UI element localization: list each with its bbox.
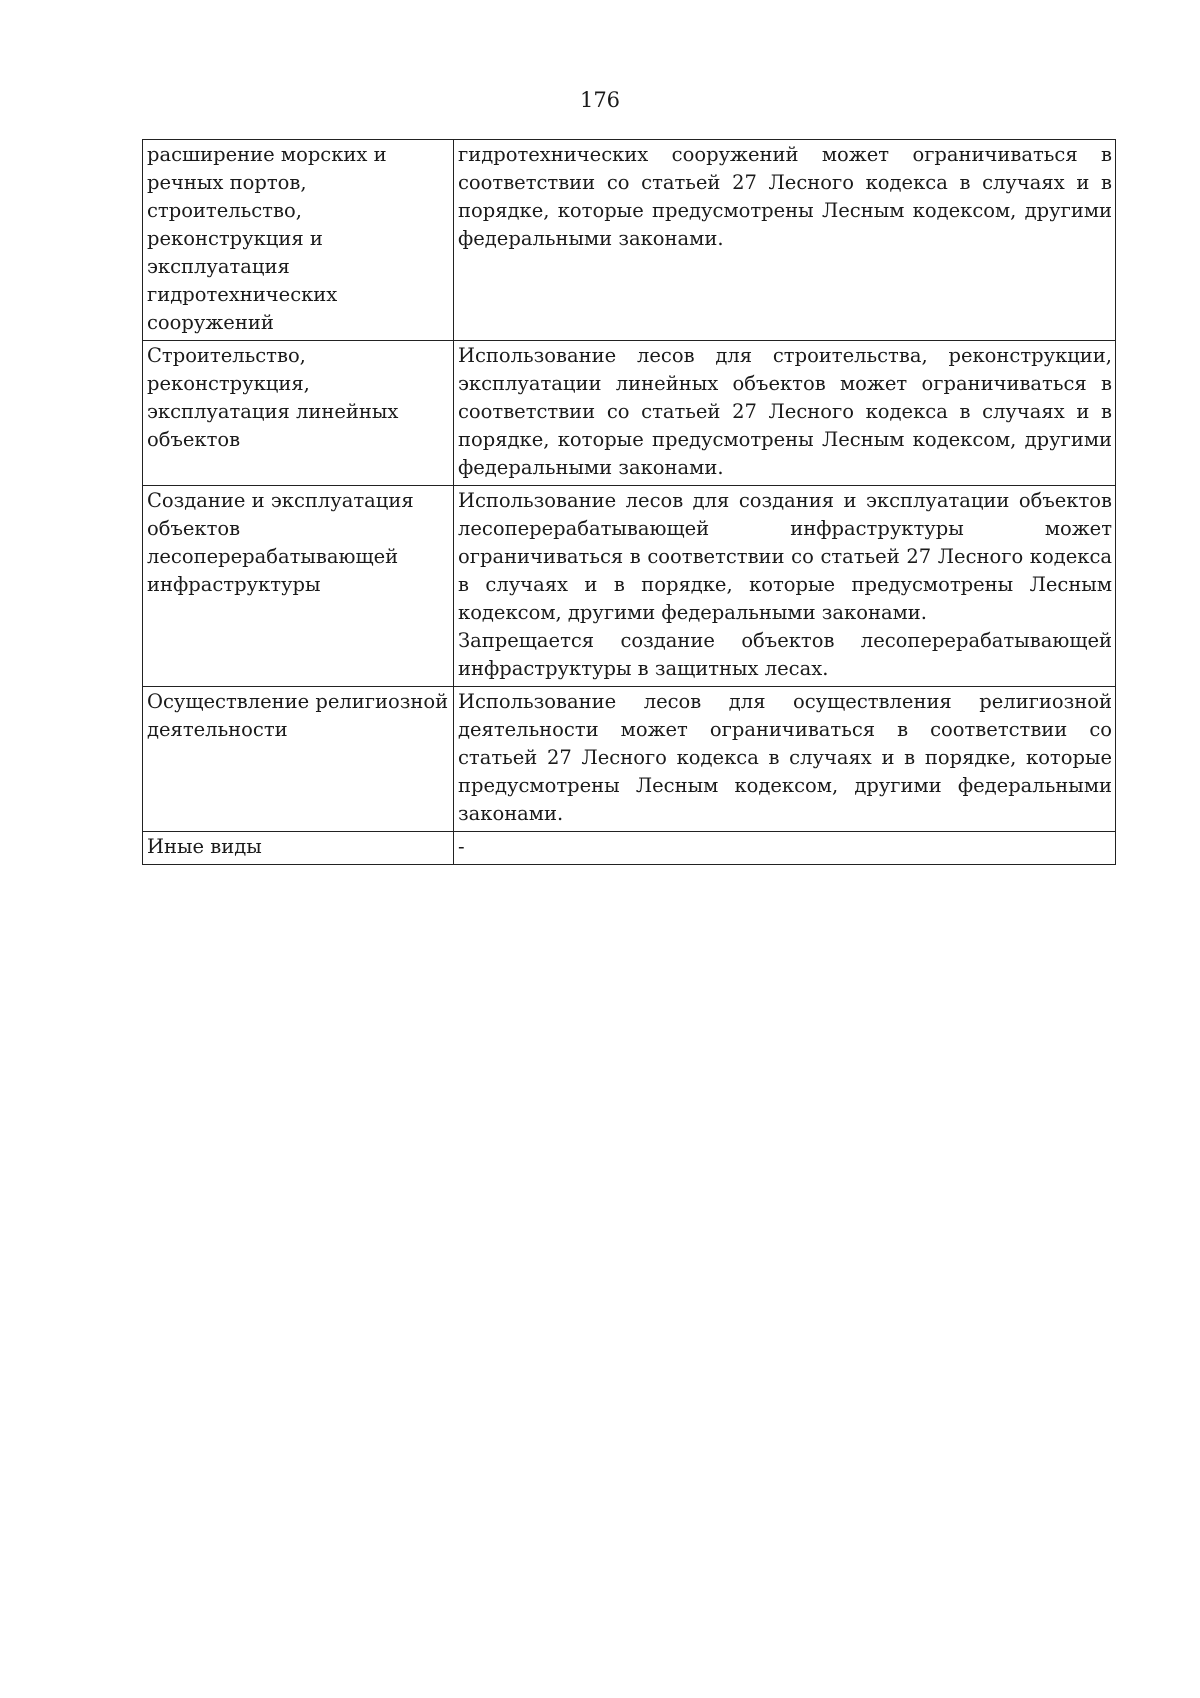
- restriction-paragraph: Использование лесов для осуществления религиозной деятельности может ограничиваться в соответствии со статьей 27 Лесного кодекса в случаях и в порядке, которые предусмотрены Лесным кодексом, другими федеральными законами.: [458, 690, 1112, 825]
- page-number: 176: [579, 88, 621, 112]
- restriction-cell: [454, 140, 1116, 341]
- restriction-cell: [454, 687, 1116, 832]
- restriction-cell: [454, 832, 1116, 865]
- activity-cell: [143, 486, 454, 687]
- restriction-paragraph: Запрещается создание объектов лесоперерабатывающей инфраструктуры в защитных лесах.: [458, 629, 1112, 680]
- activity-text: Создание и эксплуатация объектов лесоперерабатывающей инфраструктуры: [147, 489, 414, 596]
- restriction-paragraph: Использование лесов для создания и эксплуатации объектов лесоперерабатывающей инфраструктуры может ограничиваться в соответствии со статьей 27 Лесного кодекса в случаях и в порядке, которые предусмотрены Лесным кодексом, другими федеральными законами.: [458, 489, 1112, 624]
- table-row: [143, 140, 1116, 341]
- activity-text: Строительство, реконструкция, эксплуатация линейных объектов: [147, 344, 399, 451]
- forest-use-restrictions-table: [142, 139, 1116, 865]
- activity-text: расширение морских и речных портов, строительство, реконструкция и эксплуатация гидротехнических сооружений: [147, 143, 387, 334]
- activity-cell: [143, 341, 454, 486]
- restriction-paragraph: гидротехнических сооружений может ограничиваться в соответствии со статьей 27 Лесного кодекса в случаях и в порядке, которые предусмотрены Лесным кодексом, другими федеральными законами.: [458, 143, 1112, 250]
- activity-cell: [143, 687, 454, 832]
- activity-text: Иные виды: [147, 835, 262, 858]
- activity-cell: [143, 140, 454, 341]
- restriction-paragraph: -: [458, 835, 465, 858]
- restriction-cell: [454, 486, 1116, 687]
- table-row: [143, 341, 1116, 486]
- table-row: [143, 687, 1116, 832]
- activity-text: Осуществление религиозной деятельности: [147, 690, 449, 741]
- table-row: [143, 486, 1116, 687]
- activity-cell: [143, 832, 454, 865]
- table-row: [143, 832, 1116, 865]
- restriction-cell: [454, 341, 1116, 486]
- restriction-paragraph: Использование лесов для строительства, реконструкции, эксплуатации линейных объектов может ограничиваться в соответствии со статьей 27 Лесного кодекса в случаях и в порядке, которые предусмотрены Лесным кодексом, другими федеральными законами.: [458, 344, 1112, 479]
